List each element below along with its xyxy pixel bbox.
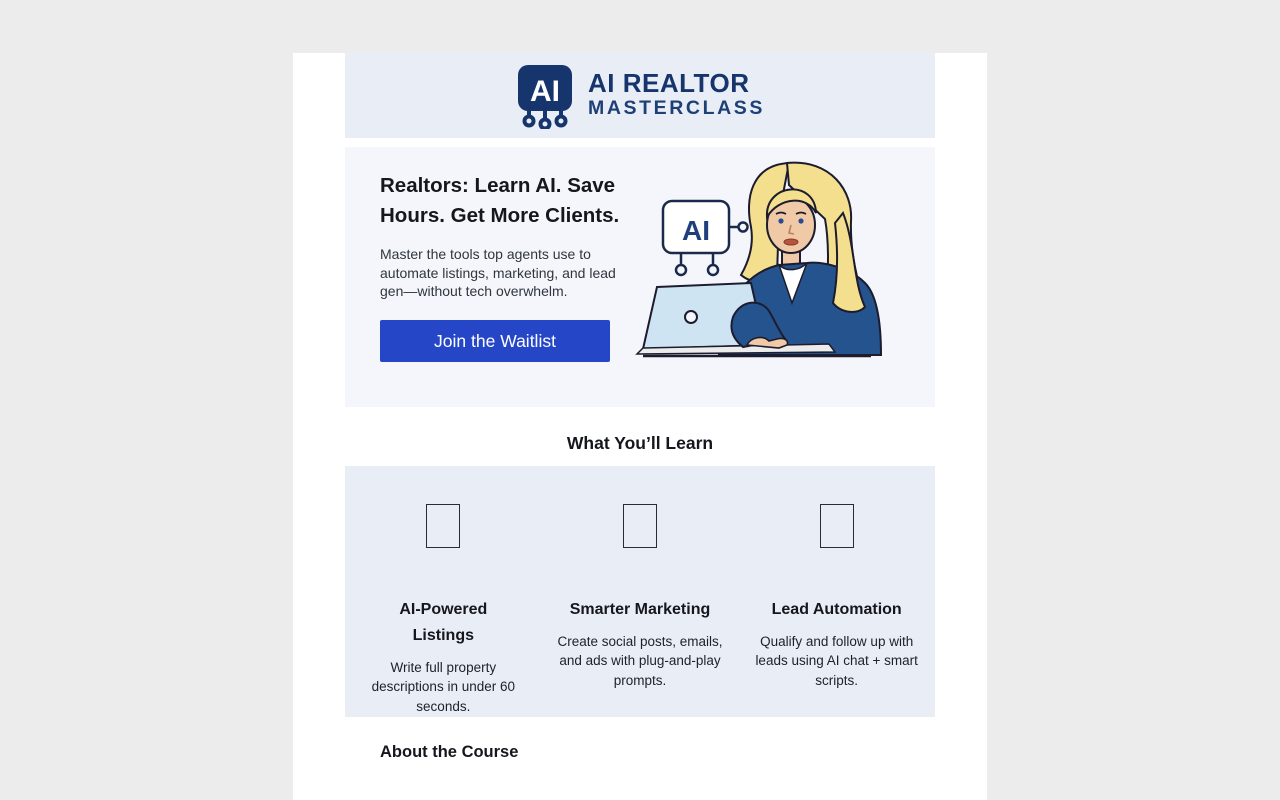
feature-title: Lead Automation — [771, 601, 902, 618]
feature-smarter-marketing — [542, 466, 739, 717]
brand-name-line2: MASTERCLASS — [587, 97, 766, 120]
features-section — [345, 466, 935, 717]
missing-glyph-icon — [623, 504, 657, 548]
woman-laptop-illustration — [629, 155, 897, 365]
feature-description: Qualify and follow up with leads using AI chat + smart scripts. — [755, 633, 918, 689]
missing-glyph-icon — [426, 504, 460, 548]
hero-heading: Realtors: Learn AI. Save Hours. Get More Clients. — [380, 174, 620, 227]
ai-chip-logo-icon — [515, 63, 575, 129]
brand-wordmark — [588, 70, 765, 121]
feature-description: Write full property descriptions in under 60 seconds. — [371, 659, 515, 714]
feature-ai-powered-listings — [345, 466, 542, 717]
email-page-card — [293, 53, 987, 800]
hero-description: Master the tools top agents use to automate listings, marketing, and lead gen—without tech overwhelm. — [380, 245, 616, 300]
svg-text:AI: AI — [529, 74, 560, 108]
ai-chip-callout — [663, 201, 748, 275]
brand-name-line1: AI REALTOR — [587, 68, 750, 99]
feature-description: Create social posts, emails, and ads with plug-and-play prompts. — [557, 633, 723, 689]
svg-text:AI: AI — [682, 215, 710, 246]
feature-lead-automation — [738, 466, 935, 717]
header-band — [345, 53, 935, 138]
learn-section-title: What You’ll Learn — [566, 433, 714, 453]
missing-glyph-icon — [820, 504, 854, 548]
hero-section — [345, 147, 935, 407]
join-waitlist-button[interactable]: Join the Waitlist — [380, 320, 610, 362]
feature-title: AI-Powered Listings — [399, 601, 488, 644]
feature-title: Smarter Marketing — [569, 601, 711, 618]
about-section-title: About the Course — [380, 743, 519, 761]
hero-copy — [380, 171, 630, 362]
